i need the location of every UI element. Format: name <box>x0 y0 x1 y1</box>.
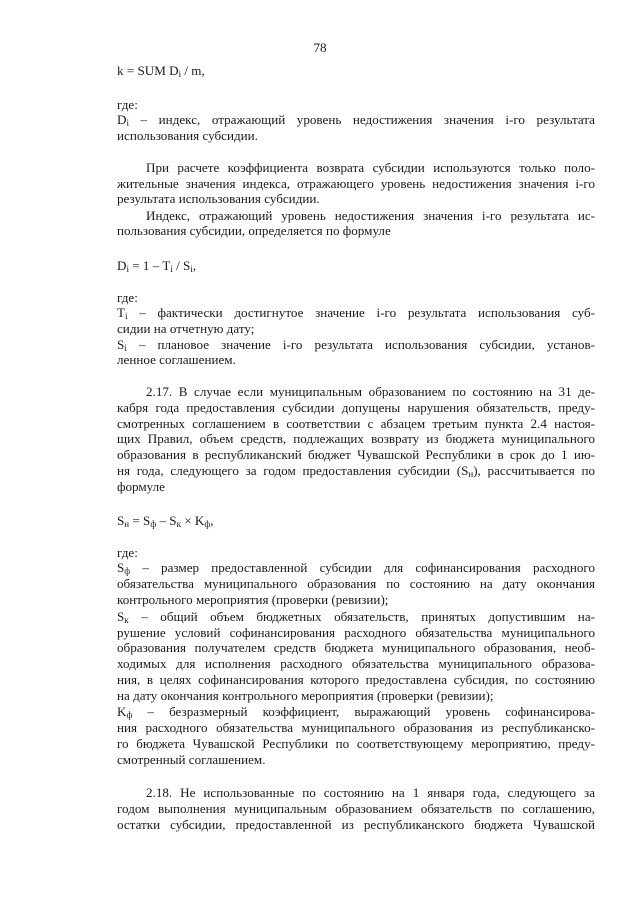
clause-2-17-line: формуле <box>117 479 165 494</box>
def-sk-line: $S_к$ – общий объем бюджетных обязательств, принятых допустившим на- <box>117 609 595 625</box>
where-label: где: <box>117 97 138 112</box>
def-sf-line: обязательства муниципального образования по состоянию на дату окончания <box>117 576 595 591</box>
def-sf-line: $S_ф$ – размер предоставленной субсидии для софинансирования расходного <box>117 560 595 576</box>
def-si-line: $S_i$ – плановое значение i-го результата использования субсидии, установ- <box>117 337 595 353</box>
def-kf-line: $K_ф$ – безразмерный коэффициент, выражающий уровень софинансирова- <box>117 704 595 720</box>
calc-paragraph-line: жительные значения индекса, отражающего уровень недостижения значения i-го <box>117 176 595 191</box>
clause-2-17-line: щих Правил, объем средств, подлежащих возврату из бюджета муниципального <box>117 431 595 446</box>
clause-2-17-line: образования в республиканский бюджет Чувашской Республики в срок до 1 ию- <box>117 447 595 462</box>
formula-k: k = SUM $D_i$ / m, <box>117 63 205 79</box>
def-ti-line: $T_i$ – фактически достигнутое значение i-го результата использования суб- <box>117 305 595 321</box>
def-kf-line: ния расходного обязательства муниципального образования из республиканско- <box>117 720 595 735</box>
def-sk-line: на дату окончания контрольного мероприятия (проверки (ревизии); <box>117 688 494 703</box>
clause-2-18-line: 2.18. Не использованные по состоянию на 1 января года, следующего за <box>146 785 595 800</box>
def-di-line: использования субсидии. <box>117 128 258 143</box>
calc-paragraph-line: результата использования субсидии. <box>117 191 320 206</box>
def-sk-line: ходимых для исполнения расходного обязательства муниципального образова- <box>117 656 595 671</box>
clause-2-17-line: кабря года предоставления субсидии допущены нарушения обязательств, преду- <box>117 400 595 415</box>
def-di-line: $D_i$ – индекс, отражающий уровень недостижения значения i-го результата <box>117 112 595 128</box>
formula-s: $S_н = S_ф - S_к \times K_ф$, <box>117 513 214 529</box>
index-paragraph-line: пользования субсидии, определяется по формуле <box>117 223 391 238</box>
calc-paragraph-line: При расчете коэффициента возврата субсидии используются только поло- <box>146 160 595 175</box>
def-sf-line: контрольного мероприятия (проверки (ревизии); <box>117 592 389 607</box>
clause-2-18-line: остатки субсидии, предоставленной из республиканского бюджета Чувашской <box>117 817 595 832</box>
def-sk-line: рушение условий софинансирования расходного обязательства муниципального <box>117 625 595 640</box>
clause-2-17-line: 2.17. В случае если муниципальным образованием по состоянию на 31 де- <box>146 384 595 399</box>
where-label: где: <box>117 290 138 305</box>
def-kf-line: смотренный соглашением. <box>117 752 266 767</box>
page-number: 78 <box>313 40 327 55</box>
def-sk-line: ния, в целях софинансирования которого предоставлена субсидия, по состоянию <box>117 672 595 687</box>
formula-d: $D_i = 1 - T_i / S_i$, <box>117 258 197 274</box>
def-si-line: ленное соглашением. <box>117 352 236 367</box>
def-kf-line: го бюджета Чувашской Республики по соответствующему мероприятию, преду- <box>117 736 595 751</box>
def-ti-line: сидии на отчетную дату; <box>117 321 255 336</box>
clause-2-17-line: смотренных соглашением в соответствии с абзацем третьим пункта 2.4 настоя- <box>117 416 595 431</box>
clause-2-18-line: годом выполнения муниципальным образованием обязательств по соглашению, <box>117 801 595 816</box>
def-sk-line: образования получателем средств бюджета муниципального образования, необ- <box>117 640 595 655</box>
where-label: где: <box>117 545 138 560</box>
index-paragraph-line: Индекс, отражающий уровень недостижения значения i-го результата ис- <box>146 208 595 223</box>
clause-2-17-line: ня года, следующего за годом предоставления субсидии $(S_н)$, рассчитывается по <box>117 463 595 479</box>
